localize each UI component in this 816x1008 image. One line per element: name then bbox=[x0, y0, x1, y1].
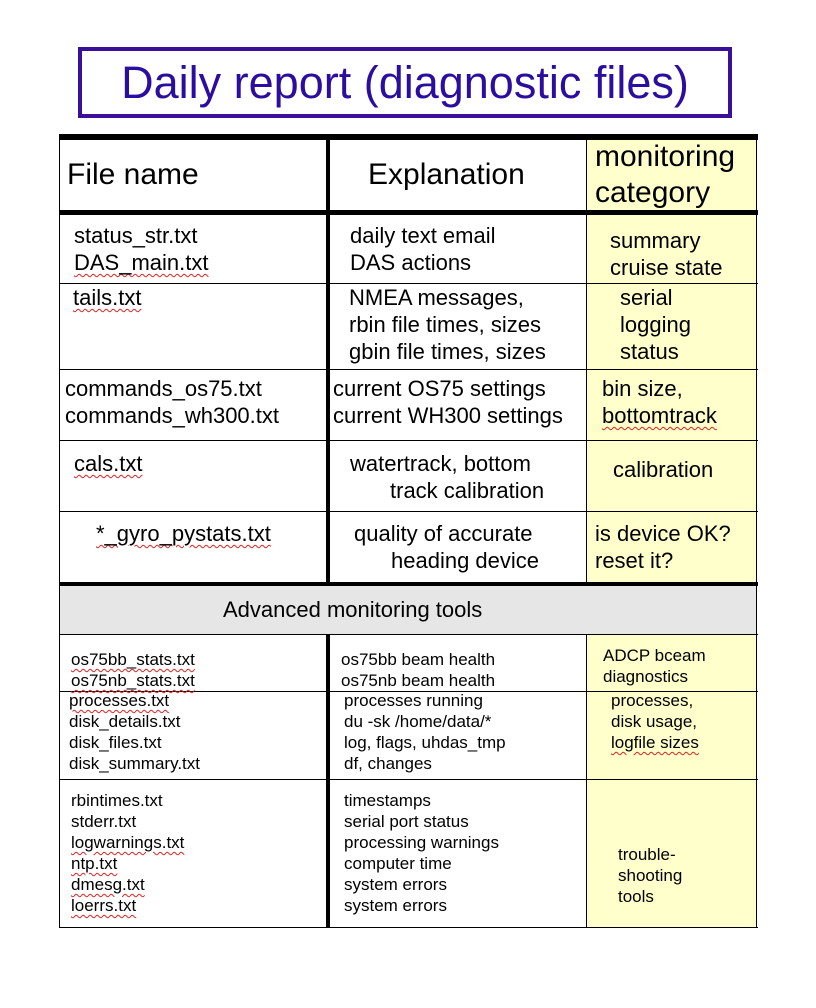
file-item: commands_os75.txt bbox=[65, 376, 262, 401]
row1-category bbox=[610, 227, 723, 281]
explanation-item: current WH300 settings bbox=[333, 403, 563, 428]
explanation-item: timestamps bbox=[344, 791, 431, 810]
category-item: disk usage, bbox=[611, 712, 697, 731]
rule-adv2 bbox=[59, 779, 758, 780]
category-item: tools bbox=[618, 887, 654, 906]
file-item: rbintimes.txt bbox=[71, 791, 163, 810]
divider-col2 bbox=[586, 134, 587, 585]
file-item: disk_details.txt bbox=[69, 712, 181, 731]
file-item: os75nb_stats.txt bbox=[71, 671, 195, 690]
explanation-item: df, changes bbox=[344, 754, 432, 773]
explanation-item: heading device bbox=[391, 548, 540, 573]
category-item: shooting bbox=[618, 866, 683, 885]
row4-files bbox=[74, 450, 142, 477]
row1-explanation bbox=[350, 222, 496, 276]
category-item: logging bbox=[620, 312, 691, 337]
file-item: os75bb_stats.txt bbox=[71, 650, 195, 669]
explanation-item: processing warnings bbox=[344, 833, 499, 852]
explanation-item: DAS actions bbox=[350, 250, 472, 275]
category-item: is device OK? bbox=[595, 521, 731, 546]
file-item: tails.txt bbox=[73, 285, 142, 310]
explanation-item: track calibration bbox=[390, 478, 545, 503]
explanation-item: os75bb beam health bbox=[341, 650, 496, 669]
header-category-line1: monitoring bbox=[595, 140, 736, 173]
rule-bottom bbox=[59, 927, 758, 928]
explanation-item: os75nb beam health bbox=[341, 671, 496, 690]
explanation-item: log, flags, uhdas_tmp bbox=[344, 733, 506, 752]
row2-files bbox=[73, 284, 141, 311]
adv2-category bbox=[611, 690, 699, 753]
category-item: ADCP bceam bbox=[603, 646, 706, 665]
explanation-item: du -sk /home/data/* bbox=[344, 712, 492, 731]
divider-col1 bbox=[326, 134, 330, 585]
rule-row5 bbox=[59, 582, 758, 586]
row3-files bbox=[65, 375, 279, 429]
adv1-explanation bbox=[341, 649, 495, 691]
file-item: processes.txt bbox=[69, 691, 170, 710]
explanation-item: serial port status bbox=[344, 812, 469, 831]
file-item: DAS_main.txt bbox=[74, 250, 209, 275]
divider-adv-col1 bbox=[326, 634, 330, 928]
file-item: ntp.txt bbox=[71, 854, 118, 873]
adv3-files bbox=[71, 790, 184, 916]
file-item: dmesg.txt bbox=[71, 875, 145, 894]
adv3-explanation bbox=[344, 790, 499, 916]
row3-category bbox=[602, 375, 717, 429]
header-file-name: File name bbox=[67, 158, 199, 191]
rule-row4 bbox=[59, 511, 758, 512]
row2-category bbox=[620, 284, 691, 365]
border-left bbox=[59, 134, 60, 928]
explanation-item: rbin file times, sizes bbox=[349, 312, 541, 337]
adv1-files bbox=[71, 649, 195, 691]
category-item: serial bbox=[620, 285, 673, 310]
explanation-item: gbin file times, sizes bbox=[349, 339, 546, 364]
row4-explanation bbox=[350, 450, 544, 504]
rule-adv-header bbox=[59, 634, 758, 635]
category-item: processes, bbox=[611, 691, 694, 710]
page-title: Daily report (diagnostic files) bbox=[121, 57, 689, 108]
file-item: status_str.txt bbox=[74, 223, 198, 248]
row4-category bbox=[613, 456, 713, 483]
row2-explanation bbox=[349, 284, 546, 365]
category-item: cruise state bbox=[610, 255, 723, 280]
row1-files bbox=[74, 222, 209, 276]
explanation-item: current OS75 settings bbox=[333, 376, 546, 401]
rule-row3 bbox=[59, 440, 758, 441]
title-box bbox=[78, 47, 732, 118]
file-item: loerrs.txt bbox=[71, 896, 137, 915]
category-item: bin size, bbox=[602, 376, 683, 401]
file-item: commands_wh300.txt bbox=[65, 403, 279, 428]
header-category bbox=[595, 139, 735, 211]
explanation-item: system errors bbox=[344, 875, 447, 894]
row5-category bbox=[595, 520, 731, 574]
adv2-files bbox=[69, 690, 200, 774]
category-item: diagnostics bbox=[603, 667, 689, 686]
file-item: stderr.txt bbox=[71, 812, 137, 831]
advanced-tools-heading: Advanced monitoring tools bbox=[223, 597, 483, 622]
row3-explanation bbox=[333, 375, 563, 429]
row5-explanation bbox=[354, 520, 539, 574]
border-right bbox=[756, 134, 757, 928]
file-item: disk_summary.txt bbox=[69, 754, 200, 773]
category-item: reset it? bbox=[595, 548, 674, 573]
adv1-category bbox=[603, 645, 706, 687]
explanation-item: NMEA messages, bbox=[349, 285, 524, 310]
category-item: logfile sizes bbox=[611, 733, 699, 752]
rule-row2 bbox=[59, 369, 758, 370]
category-item: trouble- bbox=[618, 845, 676, 864]
category-item: bottomtrack bbox=[602, 403, 717, 428]
category-item: status bbox=[620, 339, 679, 364]
divider-adv-col2 bbox=[586, 634, 587, 928]
explanation-item: processes running bbox=[344, 691, 483, 710]
file-item: cals.txt bbox=[74, 451, 143, 476]
explanation-item: quality of accurate bbox=[354, 521, 533, 546]
adv2-explanation bbox=[344, 690, 506, 774]
explanation-item: system errors bbox=[344, 896, 447, 915]
explanation-item: watertrack, bottom bbox=[350, 451, 531, 476]
category-item: calibration bbox=[613, 457, 714, 482]
category-item: summary bbox=[610, 228, 701, 253]
header-explanation: Explanation bbox=[368, 158, 525, 191]
file-item: *_gyro_pystats.txt bbox=[96, 521, 271, 546]
file-item: disk_files.txt bbox=[69, 733, 162, 752]
file-item: logwarnings.txt bbox=[71, 833, 185, 852]
row5-files bbox=[96, 520, 271, 547]
explanation-item: daily text email bbox=[350, 223, 496, 248]
adv3-category bbox=[618, 844, 682, 907]
explanation-item: computer time bbox=[344, 854, 452, 873]
header-category-line2: category bbox=[595, 176, 711, 209]
